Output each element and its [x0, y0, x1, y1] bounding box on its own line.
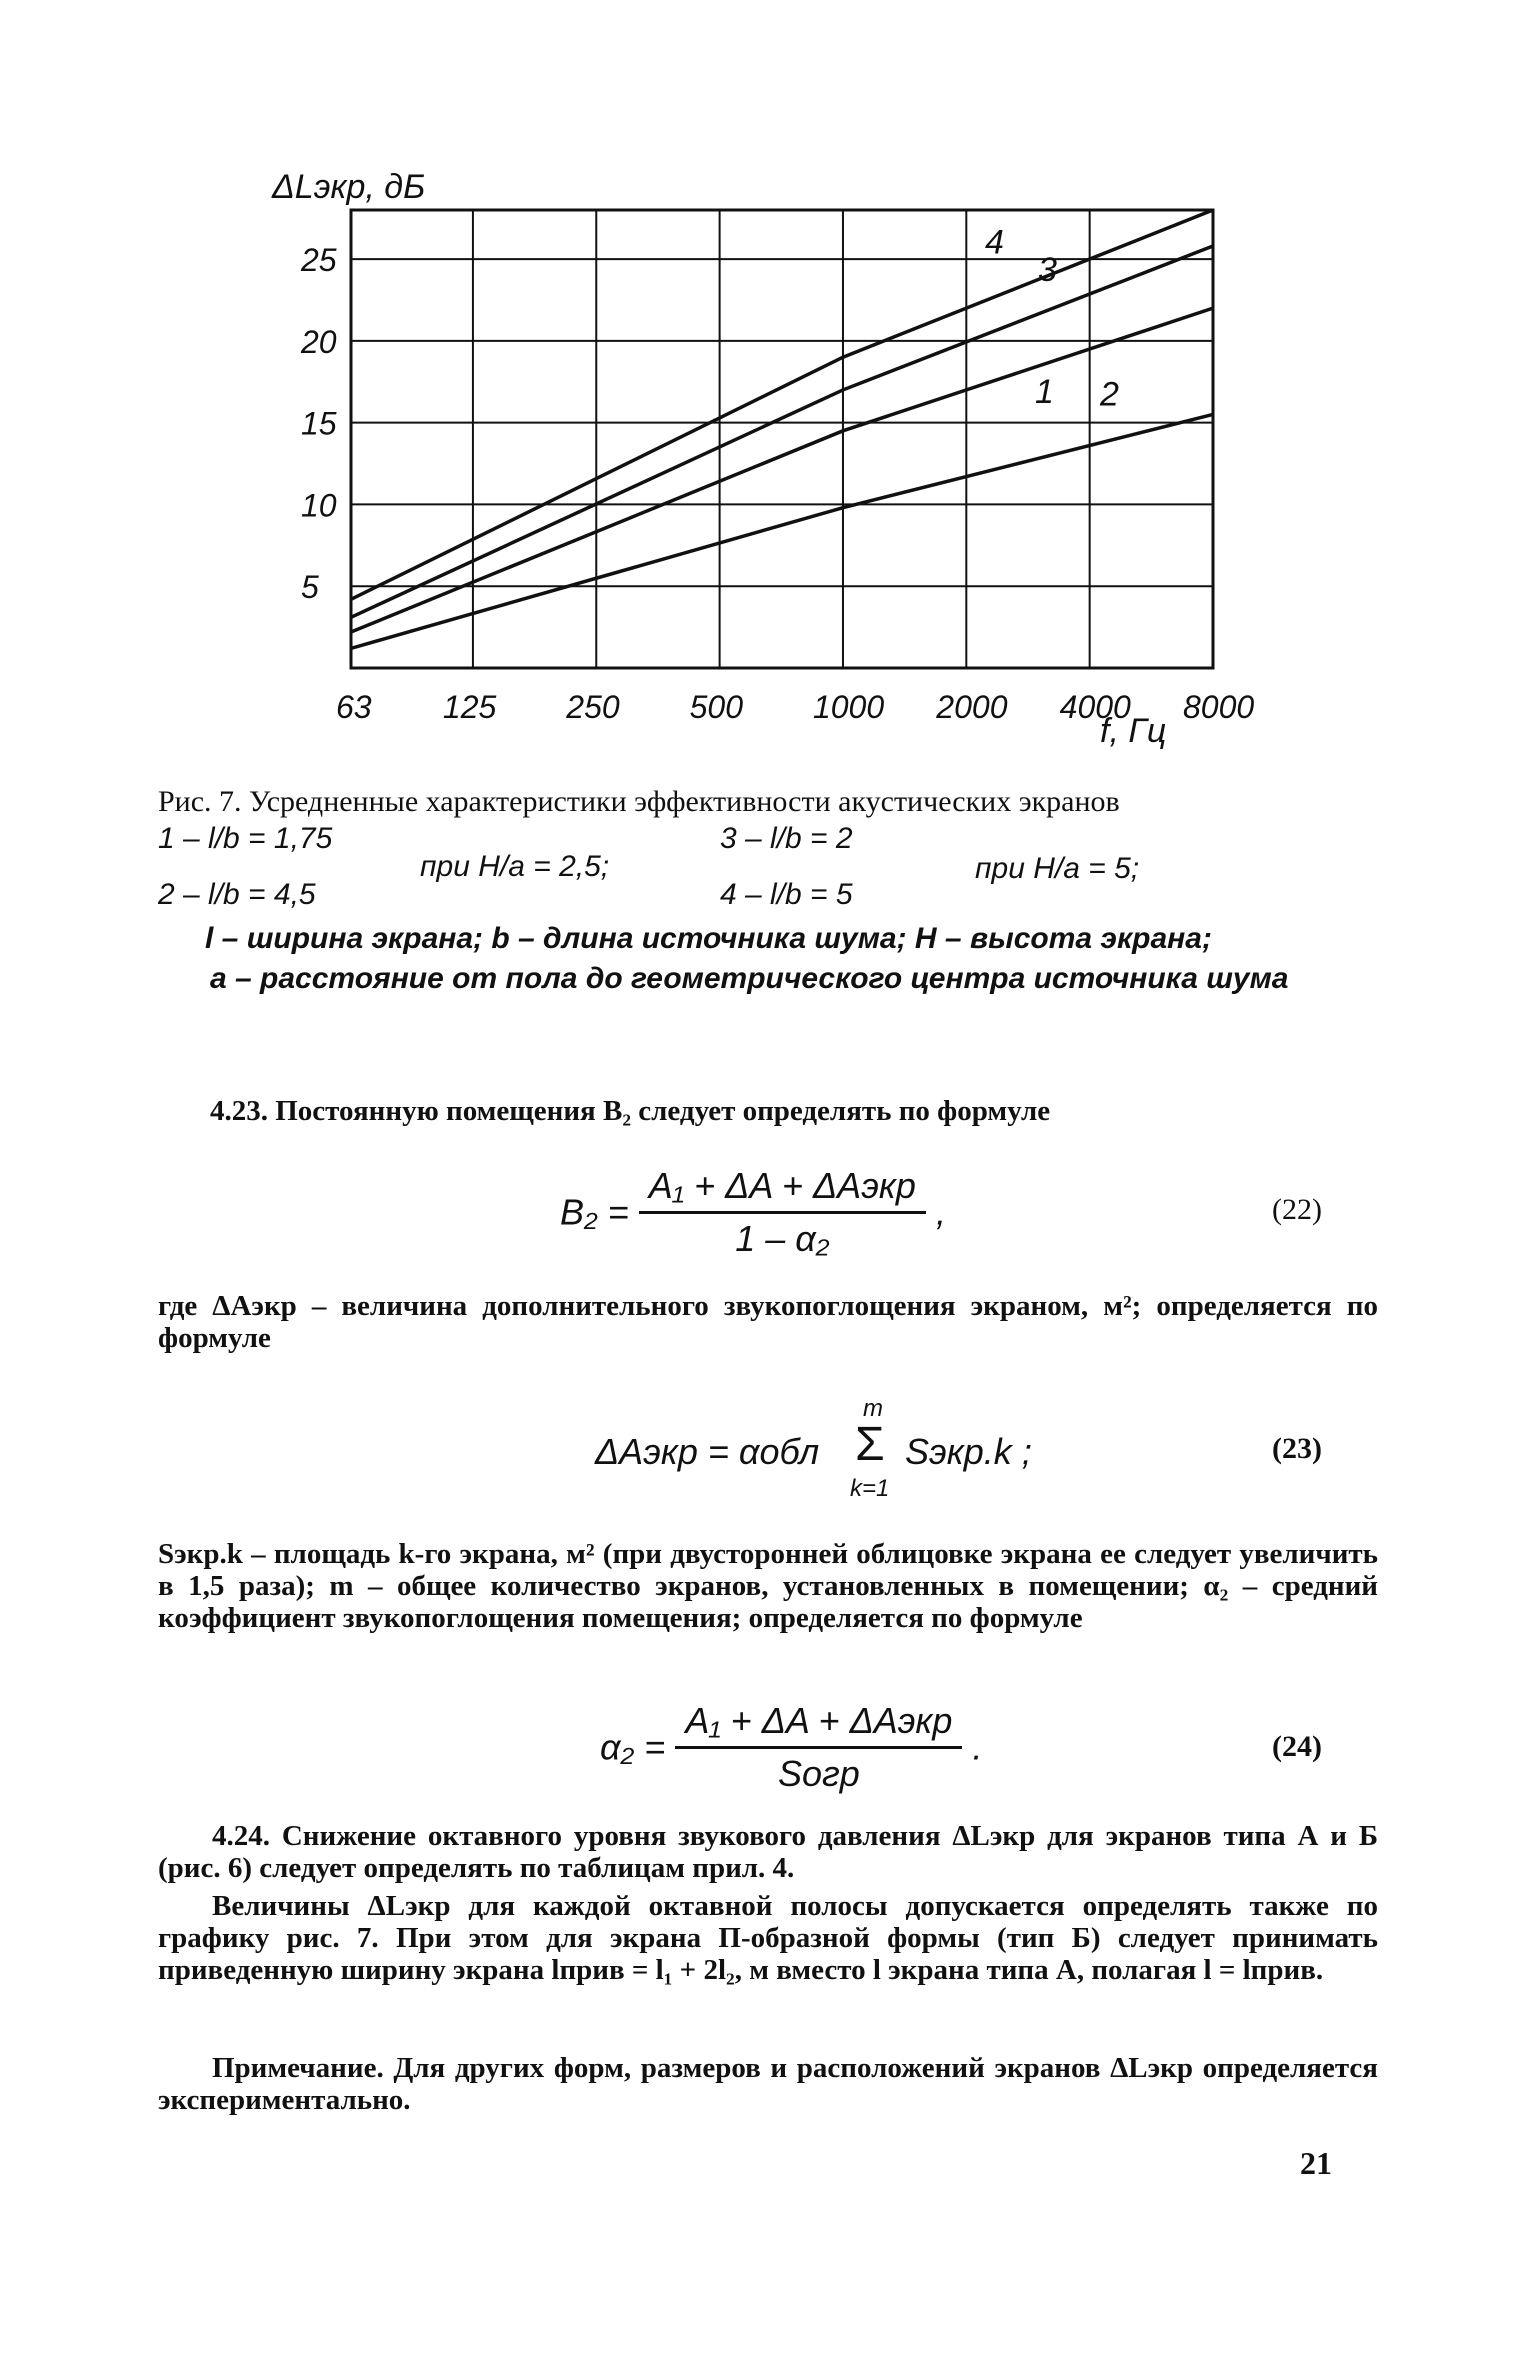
eq24-denominator: Sогр [777, 1753, 860, 1794]
x-tick-8000: 8000 [1183, 689, 1255, 725]
tick-labels [300, 242, 1254, 725]
equation-23-number: (23) [1272, 1432, 1322, 1465]
y-tick-20: 20 [301, 323, 337, 360]
y-tick-10: 10 [301, 487, 337, 524]
eq23-rhs: Sэкр.k ; [905, 1431, 1032, 1472]
equation-22-number: (22) [1272, 1193, 1322, 1226]
eq22-denominator: 1 – α₂ [735, 1218, 830, 1259]
x-tick-1000: 1000 [812, 689, 885, 725]
caption-curve-3: 3 – l/b = 2 [720, 822, 853, 855]
plot-frame [351, 210, 1213, 668]
series-labels [985, 223, 1119, 413]
eq24-fraction [675, 1700, 962, 1795]
section-4-24-paragraph-1: 4.24. Снижение октавного уровня звукового давления ΔLэкр для экранов типа А и Б (рис. 6) следует определять по таблицам прил. 4. [158, 1820, 1378, 1884]
series-label-4: 4 [985, 223, 1004, 262]
equation-22 [560, 1165, 946, 1260]
series-label-1: 1 [1035, 372, 1054, 411]
sigma-icon: Σ [855, 1418, 885, 1471]
figure-caption-title: Рис. 7. Усредненные характеристики эффективности акустических экранов [158, 785, 1120, 818]
section-4-23-heading: 4.23. Постоянную помещения B₂ следует определять по формуле [210, 1095, 1051, 1127]
caption-curve-1: 1 – l/b = 1,75 [158, 822, 333, 855]
series-label-2: 2 [1100, 375, 1119, 414]
series-line-1 [351, 414, 1213, 648]
x-tick-63: 63 [336, 689, 372, 725]
x-tick-2000: 2000 [936, 689, 1008, 725]
caption-condition-right: при H/a = 5; [975, 852, 1140, 885]
series-lines [351, 210, 1213, 648]
note-paragraph: Примечание. Для других форм, размеров и расположений экранов ΔLэкр определяется экспериментально. [158, 2052, 1378, 2116]
x-tick-125: 125 [442, 689, 497, 725]
grid-lines [351, 210, 1213, 668]
series-line-3 [351, 246, 1213, 617]
section-4-24-paragraph-2: Величины ΔLэкр для каждой октавной полосы допускается определять также по графику рис. 7. При этом для экрана П-образной формы (тип Б) следует принимать приведенную ширину экрана lприв = l₁ + 2l₂, м вместо l экрана типа А, полагая l = lприв. [158, 1890, 1378, 1986]
plot-border [351, 210, 1213, 668]
y-tick-15: 15 [301, 405, 337, 442]
y-tick-25: 25 [301, 242, 337, 279]
eq22-tail: , [935, 1191, 946, 1233]
caption-legend-line-2: a – расстояние от пола до геометрического центра источника шума [210, 962, 1289, 995]
page-number: 21 [1300, 2145, 1332, 2181]
x-axis-label: f, Гц [1100, 712, 1167, 750]
eq22-fraction [639, 1165, 926, 1260]
caption-legend-line-1: l – ширина экрана; b – длина источника шума; H – высота экрана; [205, 922, 1212, 955]
caption-curve-4: 4 – l/b = 5 [720, 878, 853, 911]
caption-condition-left: при H/a = 2,5; [420, 850, 610, 883]
series-line-4 [351, 210, 1213, 599]
x-tick-250: 250 [566, 689, 620, 725]
eq24-tail: . [972, 1726, 983, 1768]
x-tick-4000: 4000 [1059, 689, 1131, 725]
where-text-22: где ΔAэкр – величина дополнительного звукопоглощения экраном, м²; определяется по формуле [158, 1290, 1378, 1354]
eq24-lhs: α₂ = [600, 1726, 666, 1768]
eq22-lhs: B₂ = [560, 1191, 629, 1233]
eq22-numerator: A₁ + ΔA + ΔAэкр [639, 1165, 926, 1214]
eq23-sum-top: m [863, 1395, 883, 1422]
eq23-sum-bottom: k=1 [850, 1475, 890, 1502]
x-tick-500: 500 [689, 689, 744, 725]
figure-7-chart [0, 0, 1536, 760]
eq23-lhs: ΔAэкр = αобл [595, 1431, 820, 1472]
series-line-2 [351, 308, 1213, 632]
where-text-23: Sэкр.k – площадь k-го экрана, м² (при двусторонней облицовке экрана ее следует увеличить в 1,5 раза); m – общее количество экранов, установленных в помещении; α₂ – средний коэффициент звукопоглощения помещения; определяется по формуле [158, 1538, 1378, 1634]
equation-24 [600, 1700, 982, 1795]
y-tick-5: 5 [301, 569, 319, 606]
eq24-numerator: A₁ + ΔA + ΔAэкр [675, 1700, 962, 1749]
equation-24-number: (24) [1272, 1730, 1322, 1763]
caption-curve-2: 2 – l/b = 4,5 [158, 878, 316, 911]
y-axis-label: ΔLэкр, дБ [272, 168, 426, 206]
series-label-3: 3 [1038, 251, 1057, 290]
